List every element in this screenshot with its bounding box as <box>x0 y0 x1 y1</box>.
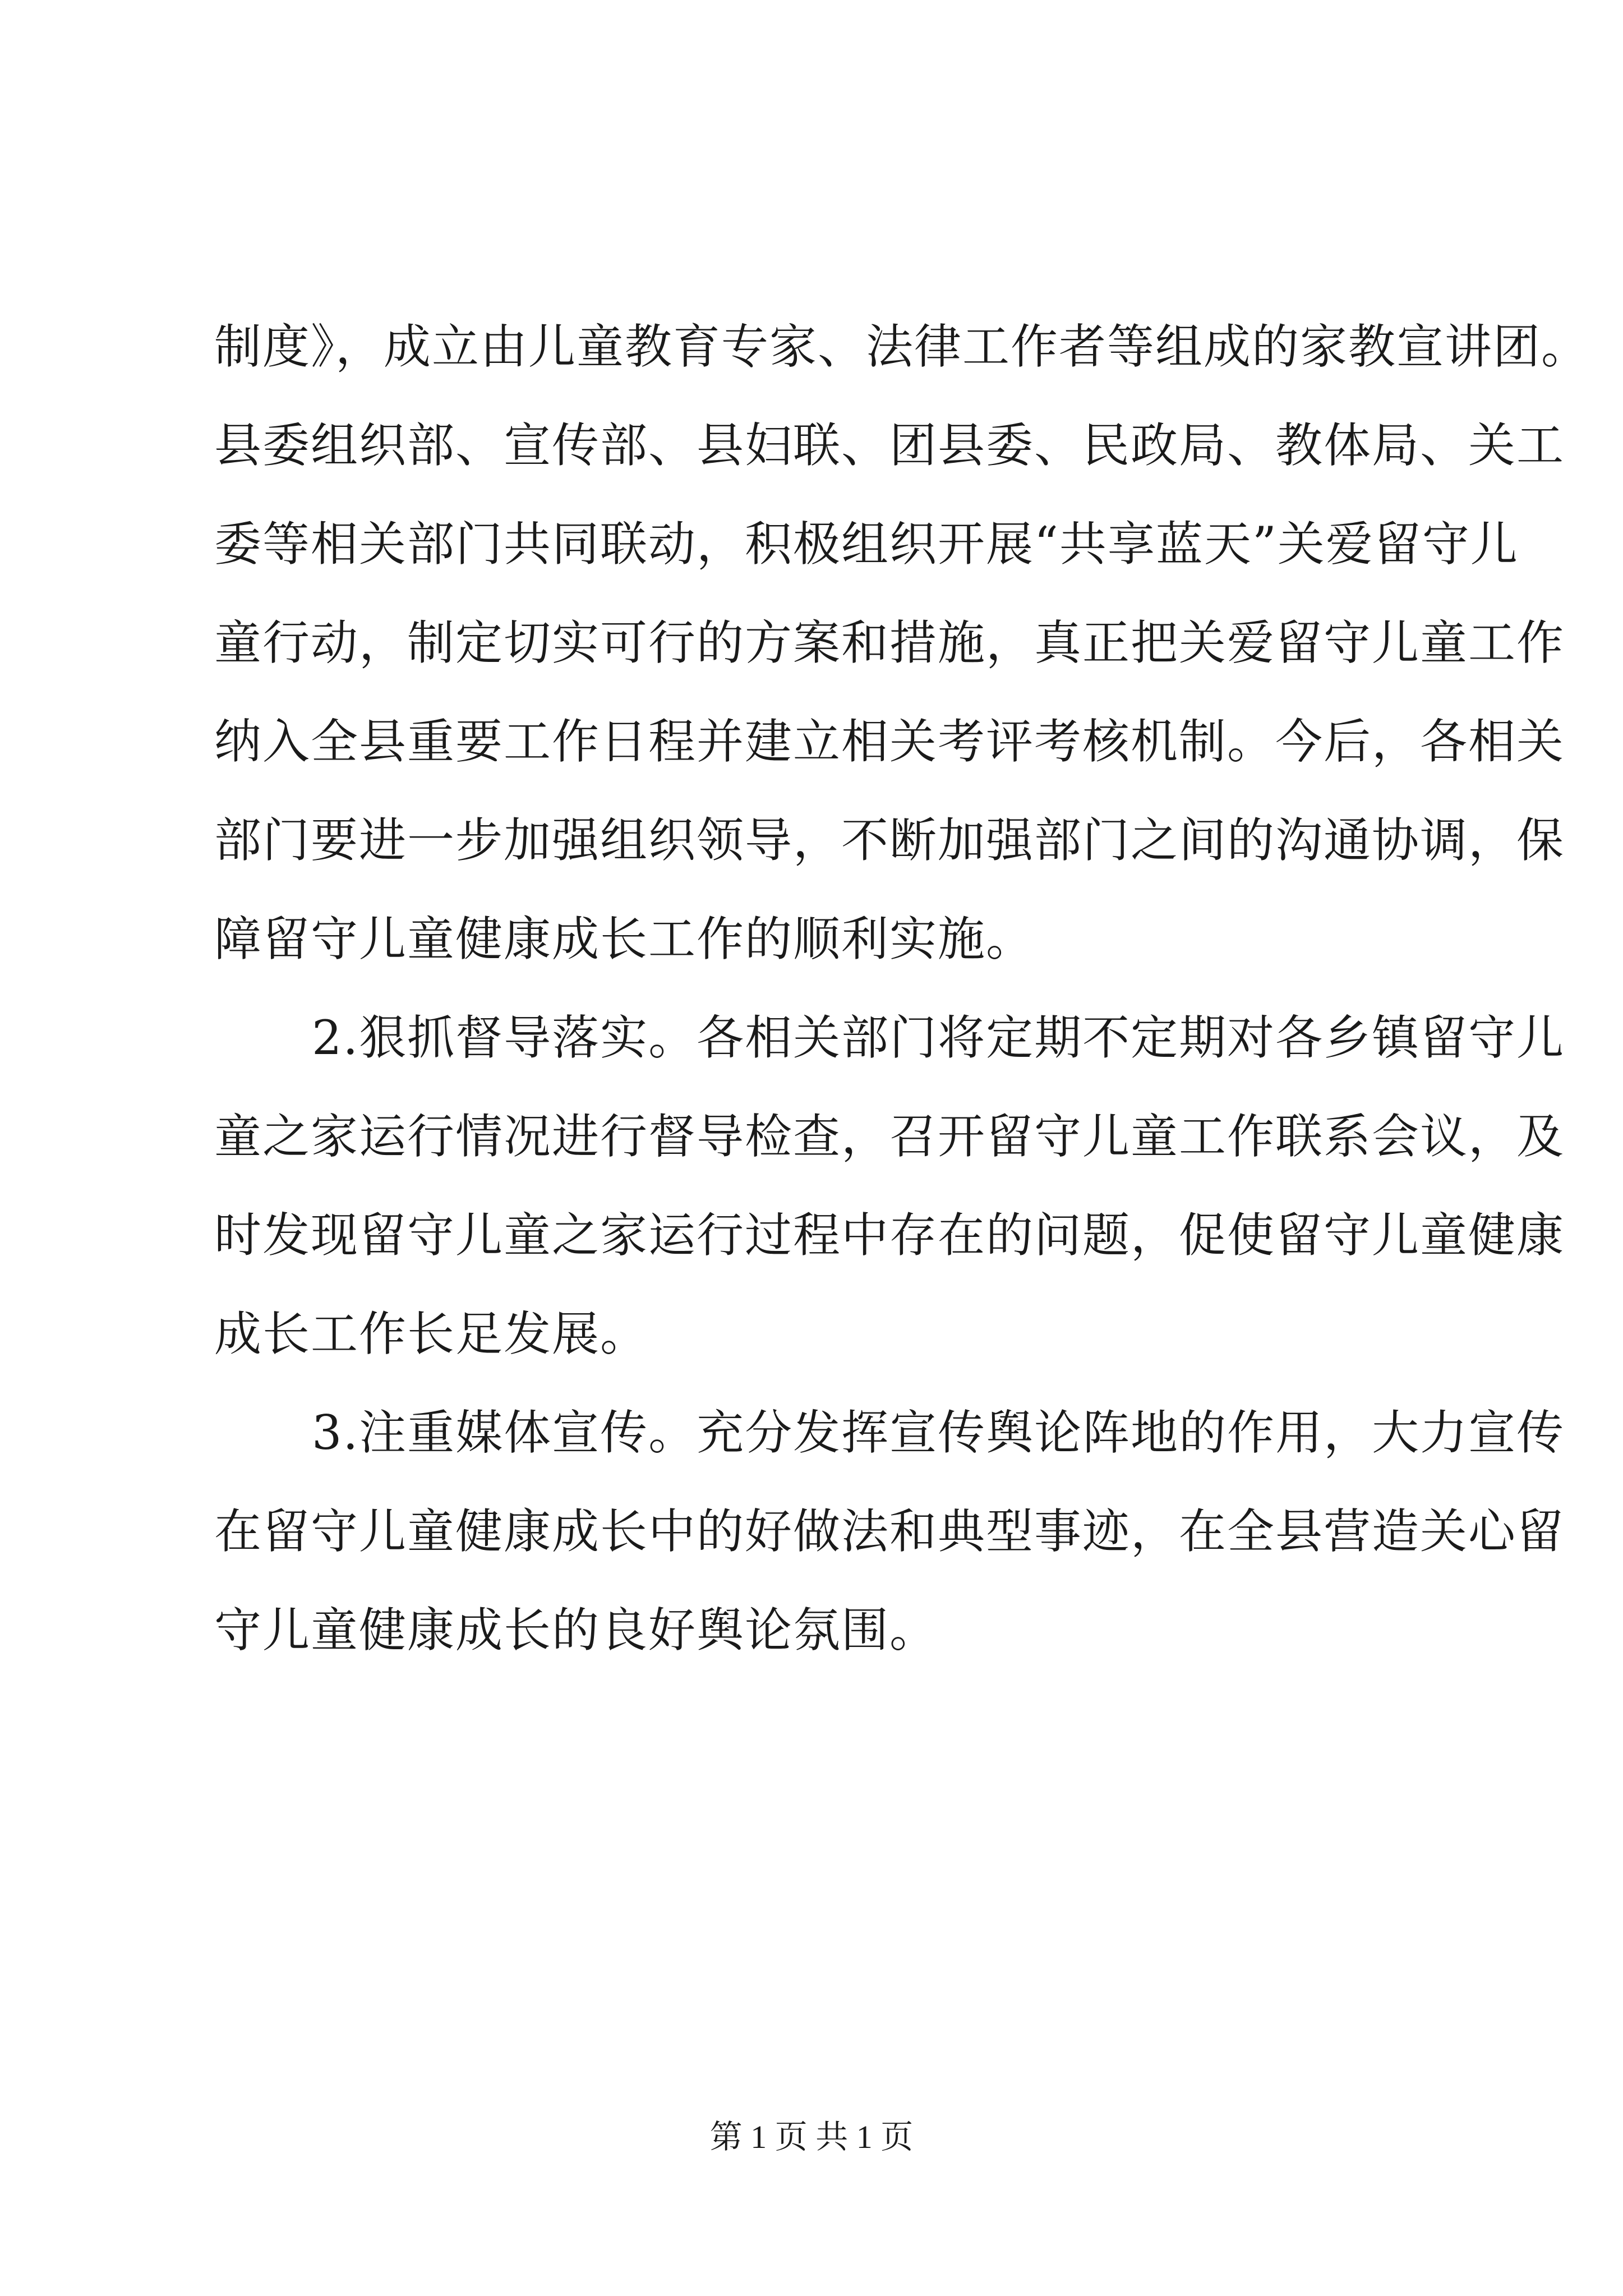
document-body <box>214 297 1590 1680</box>
paragraph-start-line: 2.狠抓督导落实。各相关部门将定期不定期对各乡镇留守儿 <box>312 1010 1565 1065</box>
paragraph-start-line: 3.注重媒体宣传。充分发挥宣传舆论阵地的作用，大力宣传 <box>312 1405 1565 1460</box>
text-line: 时发现留守儿童之家运行过程中存在的问题，促使留守儿童健康 <box>214 1208 1565 1263</box>
text-line: 纳入全县重要工作日程并建立相关考评考核机制。今后，各相关 <box>214 714 1565 769</box>
text-line: 在留守儿童健康成长中的好做法和典型事迹，在全县营造关心留 <box>214 1504 1565 1559</box>
text-line: 守儿童健康成长的良好舆论氛围。 <box>214 1603 938 1658</box>
text-line: 制度》，成立由儿童教育专家、法律工作者等组成的家教宣讲团。 <box>214 319 1590 374</box>
text-line: 童之家运行情况进行督导检查，召开留守儿童工作联系会议，及 <box>214 1109 1565 1164</box>
text-line: 童行动，制定切实可行的方案和措施，真正把关爱留守儿童工作 <box>214 615 1565 670</box>
text-line: 县委组织部、宣传部、县妇联、团县委、民政局、教体局、关工 <box>214 418 1565 473</box>
text-line: 成长工作长足发展。 <box>214 1306 649 1361</box>
text-line: 部门要进一步加强组织领导，不断加强部门之间的沟通协调，保 <box>214 813 1565 868</box>
text-line: 委等相关部门共同联动，积极组织开展“共享蓝天”关爱留守儿 <box>214 517 1519 572</box>
page-footer: 第 1 页 共 1 页 <box>709 2119 914 2155</box>
text-line: 障留守儿童健康成长工作的顺利实施。 <box>214 912 1035 967</box>
